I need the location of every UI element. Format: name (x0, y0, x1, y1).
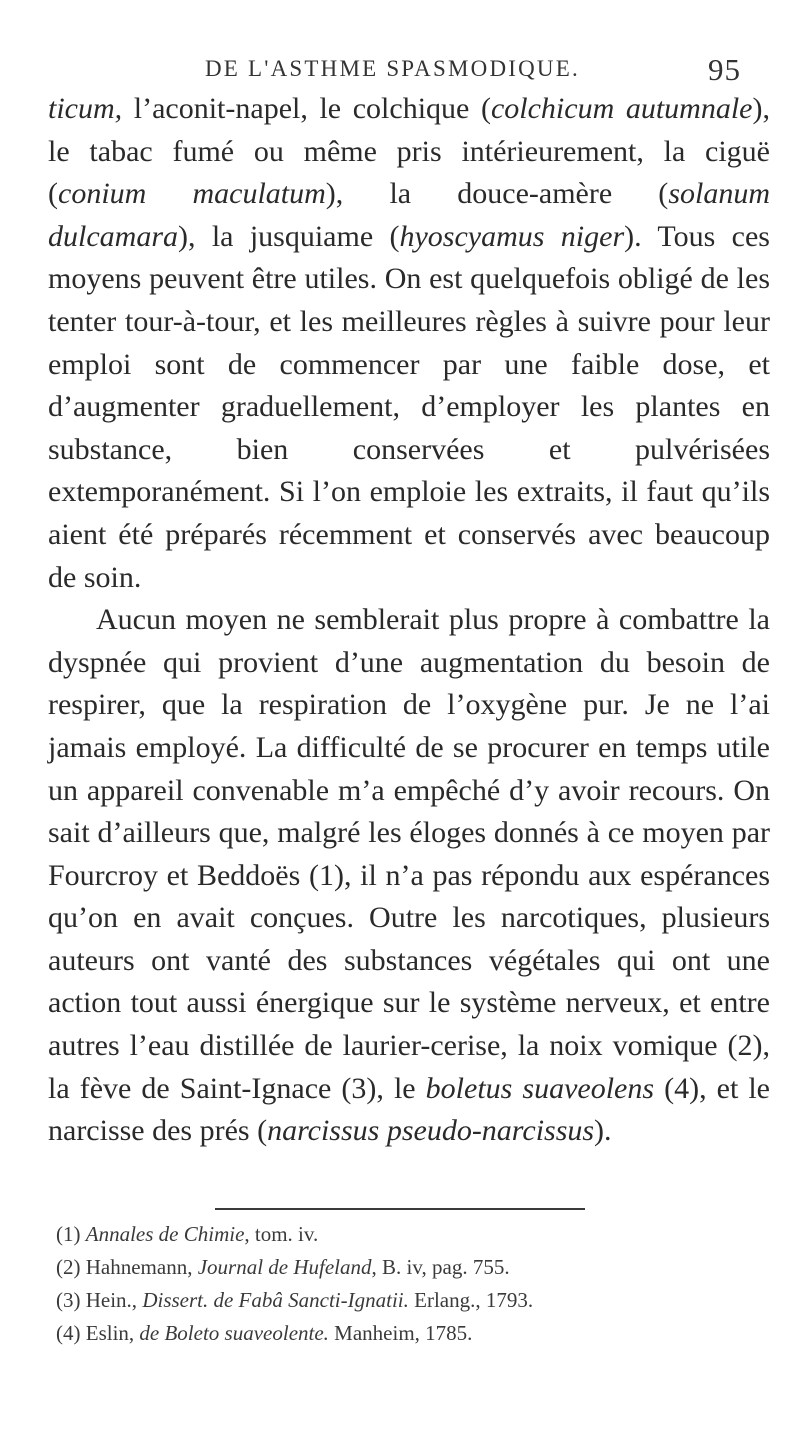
footnotes.1-segment: (2) Hahnemann, (56, 1255, 198, 1279)
body-text (48, 88, 770, 1153)
paragraph-oxygen (48, 599, 770, 1153)
footnote-1 (56, 1218, 772, 1251)
footnote-rule (215, 1208, 585, 1210)
footnote-2 (56, 1251, 772, 1284)
running-head: DE L'ASTHME SPASMODIQUE. (205, 56, 580, 81)
paragraphs.0-segment: colchicum autumnale (490, 92, 753, 125)
footnotes.0-segment: Annales de Chimie (85, 1222, 245, 1246)
paragraphs.0-segment: ), le tabac fumé ou même pris intérieurement, la ciguë ( (48, 92, 770, 211)
paragraphs.0-segment: ), la douce-amère ( (325, 177, 669, 211)
paragraphs.0-segment: ticum, (48, 92, 123, 125)
paragraphs.1-segment: narcissus pseudo-narcissus (267, 1114, 595, 1148)
paragraphs.0-segment: ). Tous ces moyens peuvent être utiles. On est quelquefois obligé de les tenter tour-à-tour, et les meilleures règles à suivre pour leur emploi sont de commencer par une faible dose, et d’augmenter graduellement, d’employer les plantes en substance, bien conservées et pulvérisées extemporanément. Si l’on emploie les extraits, il faut qu’ils aient été préparés récemment et conservés avec beaucoup de soin. (48, 219, 770, 594)
paragraphs.1-segment: Aucun moyen ne semblerait plus propre à combattre la dyspnée qui provient d’une augmentation du besoin de respirer, que la respiration de l’oxygène pur. Je ne l’ai jamais employé. La difficulté de se procurer en temps utile un appareil convenable m’a empêché d’y avoir recours. On sait d’ailleurs que, malgré les éloges donnés à ce moyen par Fourcroy et Beddoës (1), il n’a pas répondu aux espérances qu’on en avait conçues. Outre les narcotiques, plusieurs auteurs ont vanté des substances végétales qui ont une action tout aussi énergique sur le système nerveux, et entre autres l’eau distillée de laurier-cerise, la noix vomique (2), la fève de Saint-Ignace (3), le (48, 603, 770, 1105)
footnote-4 (56, 1317, 772, 1350)
footnotes.1-segment: , B. iv, pag. 755. (371, 1255, 510, 1279)
paragraphs.0-segment: hyoscyamus niger (399, 219, 625, 253)
page-header (0, 52, 800, 92)
footnotes.2-segment: Erlang., 1793. (408, 1288, 534, 1312)
paragraph-continuation (48, 88, 770, 599)
paragraphs.0-segment: ), la jusquiame ( (178, 219, 400, 253)
footnotes (56, 1218, 772, 1350)
footnotes.3-segment: de Boleto suaveolente. (139, 1321, 329, 1345)
paragraphs.0-segment: conium maculatum (58, 177, 326, 211)
footnote-3 (56, 1284, 772, 1317)
footnotes.1-segment: Journal de Hufeland (197, 1255, 372, 1279)
paragraphs.1-segment: (4), et le narcisse des prés ( (48, 1071, 770, 1148)
footnotes.2-segment: Dissert. de Fabâ Sancti-Ignatii. (142, 1288, 409, 1312)
paragraphs.1-segment: boletus suaveolens (425, 1071, 655, 1105)
footnotes.3-segment: (4) Eslin, (56, 1321, 140, 1345)
page-number: 95 (708, 52, 741, 87)
footnotes.3-segment: Manheim, 1785. (328, 1321, 473, 1345)
paragraphs.1-segment: ). (594, 1114, 612, 1148)
paragraphs.0-segment: solanum dulcamara (48, 177, 770, 253)
footnotes.0-segment: (1) (56, 1222, 86, 1246)
footnotes.0-segment: , tom. iv. (244, 1222, 319, 1246)
footnotes.2-segment: (3) Hein., (56, 1288, 143, 1312)
paragraphs.0-segment: l’aconit-napel, le colchique ( (122, 92, 491, 125)
